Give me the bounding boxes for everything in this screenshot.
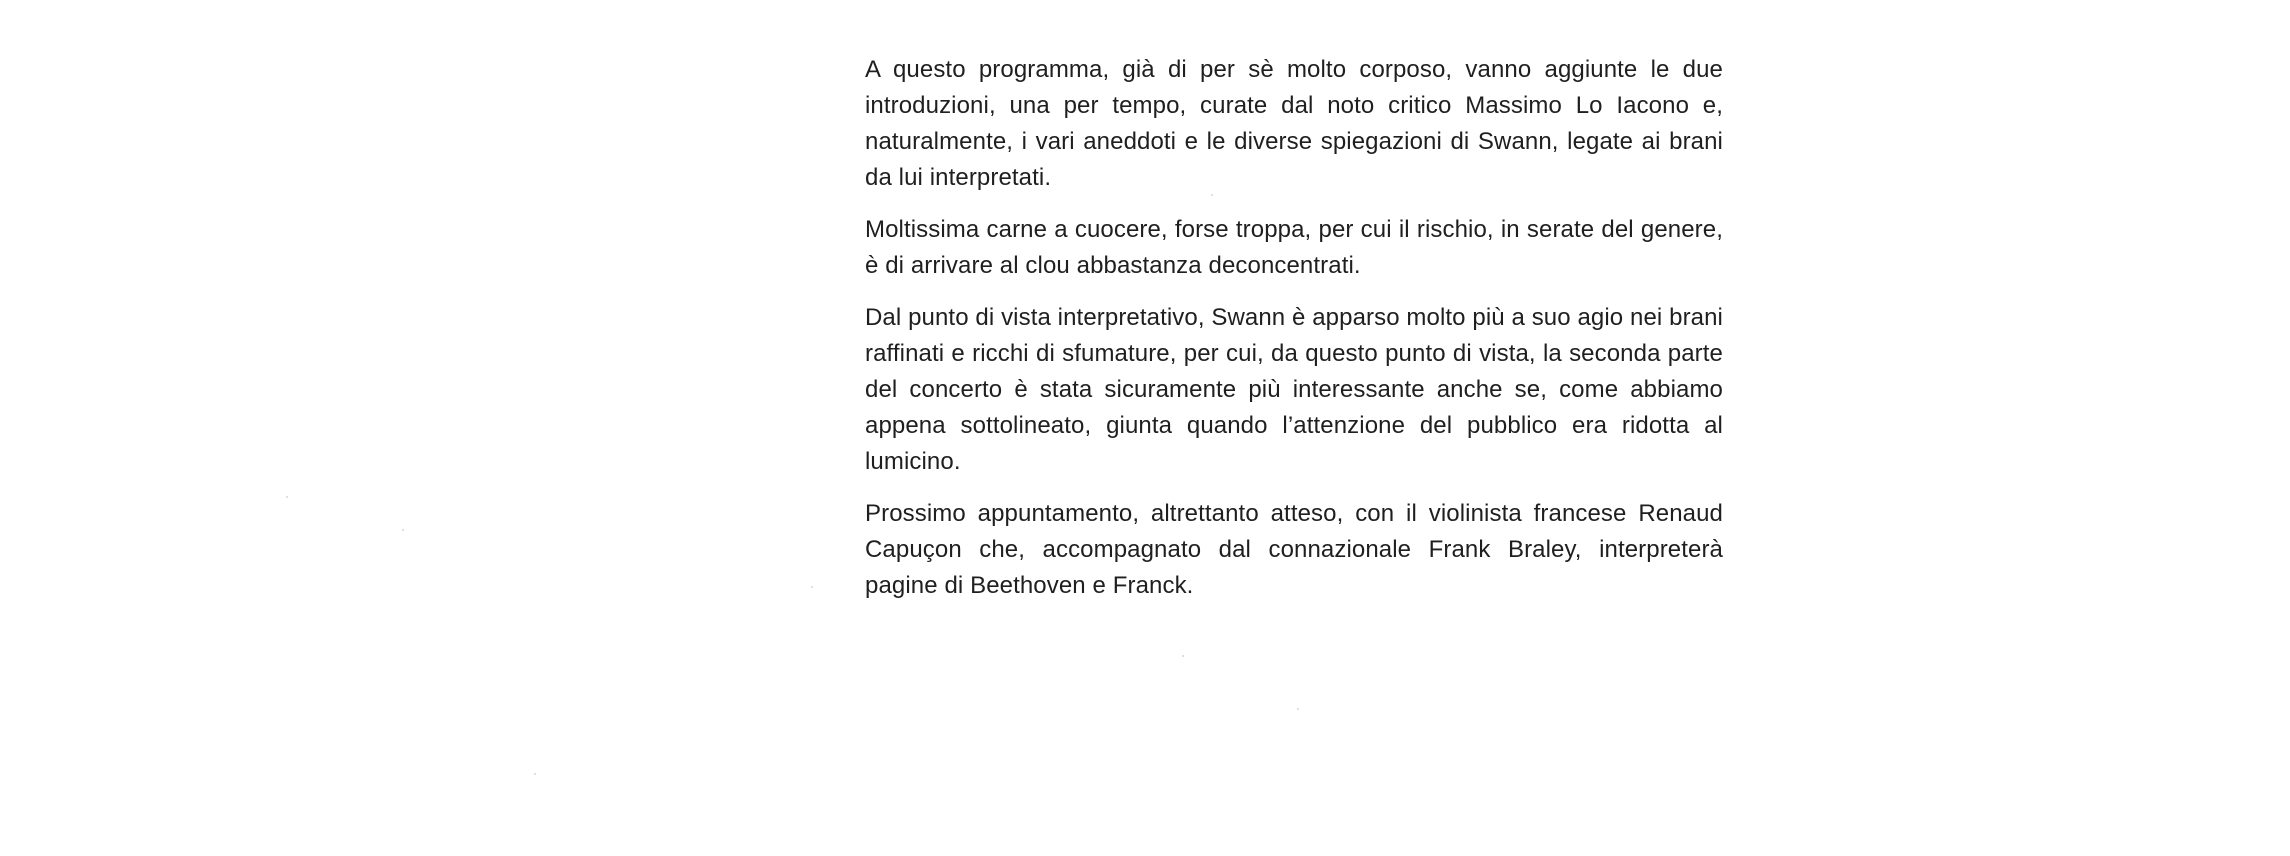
paragraph-1: A questo programma, già di per sè molto corposo, vanno aggiunte le due introduzioni, una per tempo, curate dal noto critico Massimo Lo Iacono e, naturalmente, i vari aneddoti e le diverse spiegazioni di Swann, legate ai brani da lui interpretati. <box>865 56 1723 191</box>
scan-speck <box>1297 708 1299 710</box>
paragraph-2: Moltissima carne a cuocere, forse troppa, per cui il rischio, in serate del genere, è di arrivare al clou abbastanza deconcentrati. <box>865 216 1723 279</box>
scan-speck <box>534 773 536 775</box>
scan-speck <box>402 529 404 531</box>
article-text-column <box>865 52 1723 604</box>
scan-speck <box>1211 194 1213 196</box>
scan-speck <box>1182 655 1184 657</box>
paragraph-3: Dal punto di vista interpretativo, Swann è apparso molto più a suo agio nei brani raffinati e ricchi di sfumature, per cui, da questo punto di vista, la seconda parte del concerto è stata sicuramente più interessante anche se, come abbiamo appena sottolineato, giunta quando l’attenzione del pubblico era ridotta al lumicino. <box>865 304 1723 475</box>
paragraph-4: Prossimo appuntamento, altrettanto atteso, con il violinista francese Renaud Capuçon che, accompagnato dal connazionale Frank Braley, interpreterà pagine di Beethoven e Franck. <box>865 500 1723 599</box>
scan-speck <box>286 496 288 498</box>
scan-speck <box>811 586 813 588</box>
